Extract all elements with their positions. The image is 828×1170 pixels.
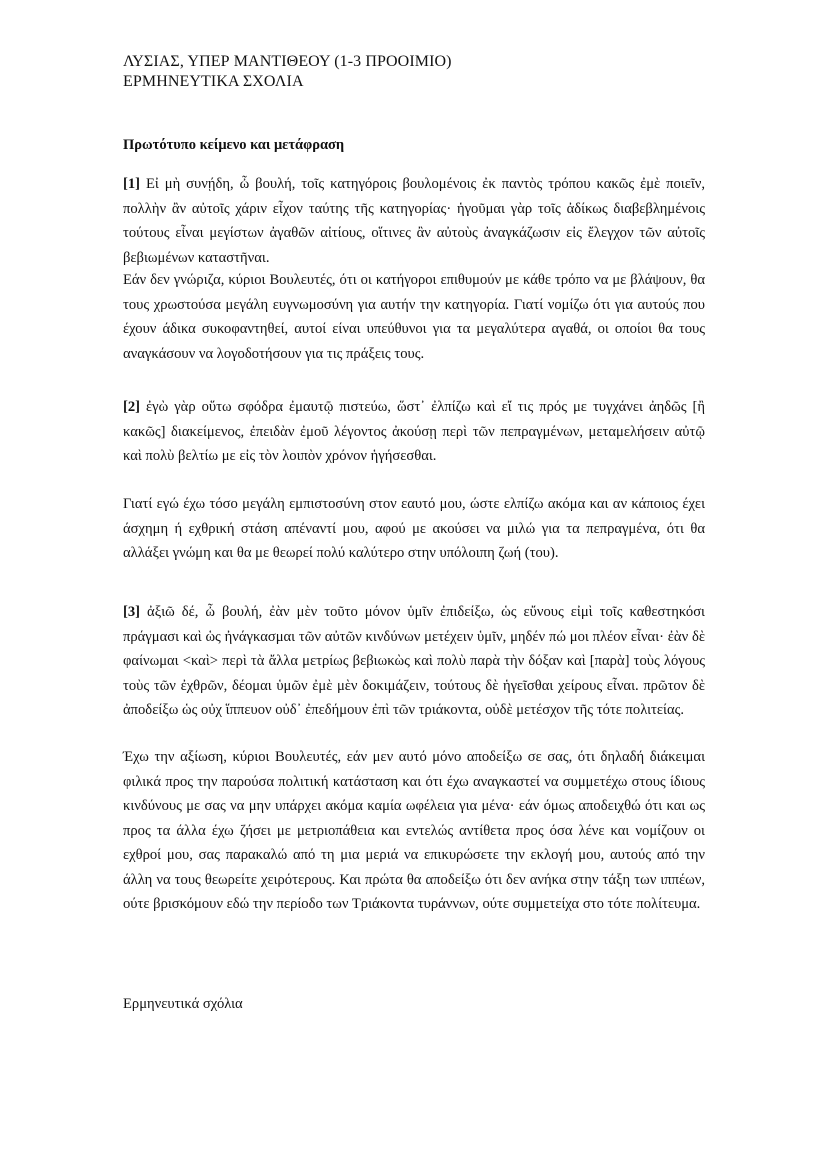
paragraph-number: [2] — [123, 399, 141, 415]
paragraph-text: Έχω την αξίωση, κύριοι Βουλευτές, εάν μεν αυτό μόνο αποδείξω σε σας, ότι δηλαδή διάκειμαι φιλικά προς την παρούσα πολιτική κατάσταση και ότι έχω αναγκαστεί να συμμετέχω στους ίδιους κινδύνους με σας να μην υπάρχει ακόμα καμία ωφέλεια για μένα· εάν όμως αποδειχθώ ότι και ως προς τα άλλα έχω ζήσει με μετριοπάθεια και εντελώς αντίθετα προς όσα λένε και νομίζουν οι εχθροί μου, σας παρακαλώ από τη μια μεριά να επικυρώσετε την εκλογή μου, αυτούς από την άλλη να τους θεωρείτε χειρότερους. Και πρώτα θα αποδείξω ότι δεν ανήκα στην τάξη των ιππέων, ούτε βρισκόμουν εδώ την περίοδο των Τριάκοντα τυράννων, ούτε συμμετείχα στο τότε πολίτευμα. — [123, 749, 705, 912]
document-header — [123, 52, 452, 92]
commentary-heading: Ερμηνευτικά σχόλια — [123, 996, 243, 1012]
header-subtitle: ΕΡΜΗΝΕΥΤΙΚΑ ΣΧΟΛΙΑ — [123, 73, 304, 90]
header-title: ΛΥΣΙΑΣ, ΥΠΕΡ ΜΑΝΤΙΘΕΟΥ (1-3 ΠΡΟΟΙΜΙΟ) — [123, 53, 452, 70]
paragraph-3-translation — [123, 745, 705, 917]
paragraph-1-ancient-greek — [123, 172, 705, 270]
paragraph-text: Εἰ μὴ συνῄδη, ὦ βουλή, τοῖς κατηγόροις βουλομένοις ἐκ παντὸς τρόπου κακῶς ἐμὲ ποιεῖν, πολλὴν ἂν αὐτοῖς χάριν εἶχον ταύτης τῆς κατηγορίας· ἡγοῦμαι γὰρ τοῖς ἀδίκως διαβεβλημένοις τούτους εἶναι μεγίστων ἀγαθῶν αἰτίους, οἵτινες ἂν αὐτοὺς ἀναγκάζωσιν εἰς ἔλεγχον τῶν αὐτοῖς βεβιωμένων καταστῆναι. — [123, 176, 705, 266]
paragraph-text: Γιατί εγώ έχω τόσο μεγάλη εμπιστοσύνη στον εαυτό μου, ώστε ελπίζω ακόμα και αν κάποιος έχει άσχημη ή εχθρική στάση απέναντί μου, αφού με ακούσει να μιλώ για τα πεπραγμένα, ότι θα αλλάξει γνώμη και θα με θεωρεί πολύ καλύτερο στην υπόλοιπη ζωή (του). — [123, 496, 705, 561]
paragraph-text: ἀξιῶ δέ, ὦ βουλή, ἐὰν μὲν τοῦτο μόνον ὑμῖν ἐπιδείξω, ὡς εὔνους εἰμὶ τοῖς καθεστηκόσι πράγμασι καὶ ὡς ἠνάγκασμαι τῶν αὐτῶν κινδύνων μετέχειν ὑμῖν, μηδέν πώ μοι πλέον εἶναι· ἐὰν δὲ φαίνωμαι <καὶ> περὶ τὰ ἄλλα μετρίως βεβιωκὼς καὶ πολὺ παρὰ τὴν δόξαν καὶ [παρὰ] τοὺς λόγους τοὺς τῶν ἐχθρῶν, δέομαι ὑμῶν ἐμὲ μὲν δοκιμάζειν, τούτους δὲ ἡγεῖσθαι χείρους εἶναι. πρῶτον δὲ ἀποδείξω ὡς οὐχ ἵππευον οὐδ᾽ ἐπεδήμουν ἐπὶ τῶν τριάκοντα, οὐδὲ μετέσχον τῆς τότε πολιτείας. — [123, 604, 705, 718]
paragraph-1-translation — [123, 268, 705, 366]
paragraph-3-ancient-greek — [123, 600, 705, 723]
paragraph-number: [1] — [123, 176, 141, 192]
paragraph-2-translation — [123, 492, 705, 566]
paragraph-number: [3] — [123, 604, 141, 620]
section-title: Πρωτότυπο κείμενο και μετάφραση — [123, 137, 345, 153]
paragraph-text: Εάν δεν γνώριζα, κύριοι Βουλευτές, ότι οι κατήγοροι επιθυμούν με κάθε τρόπο να με βλάψουν, θα τους χρωστούσα μεγάλη ευγνωμοσύνη για αυτήν την κατηγορία. Γιατί νομίζω ότι για αυτούς που έχουν άδικα συκοφαντηθεί, αυτοί είναι υπεύθυνοι για τα μεγαλύτερα αγαθά, οι οποίοι θα τους αναγκάσουν να λογοδοτήσουν για τις πράξεις τους. — [123, 272, 705, 362]
paragraph-text: ἐγὼ γὰρ οὕτω σφόδρα ἐμαυτῷ πιστεύω, ὥστ᾽ ἐλπίζω καὶ εἴ τις πρός με τυγχάνει ἀηδῶς [ἢ κακῶς] διακείμενος, ἐπειδὰν ἐμοῦ λέγοντος ἀκούσῃ περὶ τῶν πεπραγμένων, μεταμελήσειν αὐτῷ καὶ πολὺ βελτίω με εἰς τὸν λοιπὸν χρόνον ἡγήσεσθαι. — [123, 399, 705, 464]
paragraph-2-ancient-greek — [123, 395, 705, 469]
